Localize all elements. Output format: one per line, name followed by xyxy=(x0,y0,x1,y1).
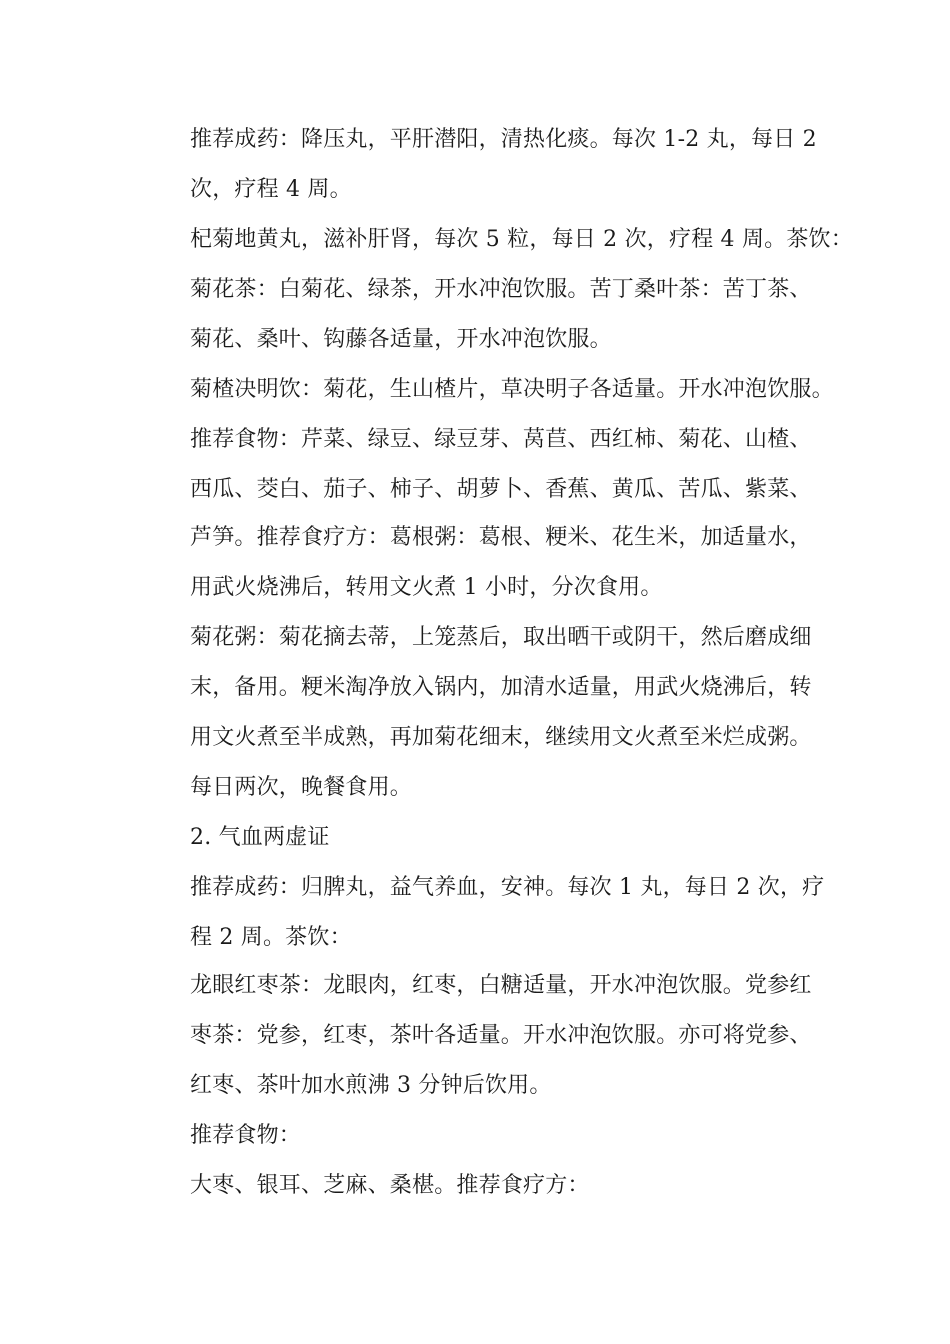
text-line: 芦笋。推荐食疗方：葛根粥：葛根、粳米、花生米，加适量水， xyxy=(190,525,812,550)
text-line: 用武火烧沸后，转用文火煮 1 小时，分次食用。 xyxy=(190,575,663,600)
text-line: 用文火煮至半成熟，再加菊花细末，继续用文火煮至米烂成粥。 xyxy=(190,725,812,750)
text-line: 红枣、茶叶加水煎沸 3 分钟后饮用。 xyxy=(190,1073,552,1098)
text-line: 龙眼红枣茶：龙眼肉，红枣，白糖适量，开水冲泡饮服。党参红 xyxy=(190,973,812,998)
text-line: 菊花、桑叶、钩藤各适量，开水冲泡饮服。 xyxy=(190,327,612,352)
text-line: 程 2 周。茶饮： xyxy=(190,925,352,950)
text-line: 末，备用。粳米淘净放入锅内，加清水适量，用武火烧沸后，转 xyxy=(190,675,812,700)
text-line: 菊花粥：菊花摘去蒂，上笼蒸后，取出晒干或阴干，然后磨成细 xyxy=(190,625,812,650)
text-line: 西瓜、茭白、茄子、柿子、胡萝卜、香蕉、黄瓜、苦瓜、紫菜、 xyxy=(190,477,812,502)
text-line: 推荐成药：归脾丸，益气养血，安神。每次 1 丸，每日 2 次，疗 xyxy=(190,875,825,900)
text-line: 每日两次，晚餐食用。 xyxy=(190,775,413,800)
text-line: 菊楂决明饮：菊花，生山楂片，草决明子各适量。开水冲泡饮服。 xyxy=(190,377,834,402)
text-line: 推荐食物：芹菜、绿豆、绿豆芽、莴苣、西红柿、菊花、山楂、 xyxy=(190,427,812,452)
section-heading: 2. 气血两虚证 xyxy=(190,825,330,850)
text-line: 推荐成药：降压丸，平肝潜阳，清热化痰。每次 1-2 丸，每日 2 xyxy=(190,127,817,152)
text-line: 次，疗程 4 周。 xyxy=(190,177,352,202)
text-line: 推荐食物： xyxy=(190,1123,302,1148)
text-line: 枣茶：党参，红枣，茶叶各适量。开水冲泡饮服。亦可将党参、 xyxy=(190,1023,812,1048)
text-line: 杞菊地黄丸，滋补肝肾，每次 5 粒，每日 2 次，疗程 4 周。茶饮： xyxy=(190,227,853,252)
text-line: 菊花茶：白菊花、绿茶，开水冲泡饮服。苦丁桑叶茶：苦丁茶、 xyxy=(190,277,812,302)
text-line: 大枣、银耳、芝麻、桑椹。推荐食疗方： xyxy=(190,1173,590,1198)
